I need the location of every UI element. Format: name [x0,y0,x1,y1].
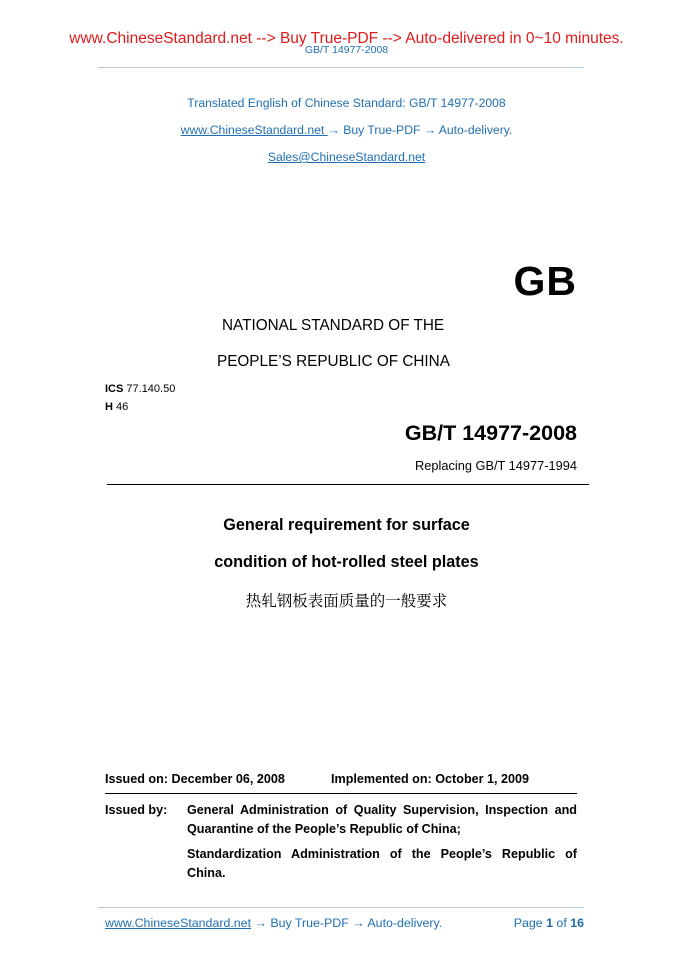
site-link[interactable]: www.ChineseStandard.net [180,123,328,137]
footer-auto-delivery-text: Auto-delivery. [364,916,443,930]
national-line-2: PEOPLE’S REPUBLIC OF CHINA [217,353,450,370]
auto-delivery-text: Auto-delivery. [436,123,513,137]
issued-by-authority-1: General Administration of Quality Supervision, Inspection and Quarantine of the People’s Republic of China; [187,803,577,836]
page-current: 1 [546,916,553,930]
national-line-1: NATIONAL STANDARD OF THE [222,317,445,334]
arrow-right-icon: → [423,123,437,137]
ics-label: ICS [105,383,124,395]
replacing-note: Replacing GB/T 14977-1994 [415,458,577,473]
top-banner[interactable]: www.ChineseStandard.net --> Buy True-PDF --> Auto-delivered in 0~10 minutes. [69,30,624,47]
footer-site-link[interactable]: www.ChineseStandard.net [105,916,252,930]
ics-code [105,383,175,395]
issued-by-authority-2: Standardization Administration of the People’s Republic of China. [187,847,577,880]
title-divider [107,484,589,485]
arrow-right-icon: → [352,916,365,930]
issued-on: Issued on: December 06, 2008 [105,772,285,786]
page-total: 16 [570,916,584,930]
implemented-on: Implemented on: October 1, 2009 [331,772,530,786]
site-line [0,123,693,137]
header-divider [98,67,584,68]
h-value: 46 [112,401,129,413]
page-indicator [514,916,584,930]
standard-number: GB/T 14977-2008 [404,421,577,445]
translated-notice: Translated English of Chinese Standard: GB/T 14977-2008 [187,96,506,110]
gb-mark: GB [513,258,577,304]
email-line [0,150,693,164]
issued-divider [105,793,577,794]
footer-buy-text: Buy True-PDF [266,916,353,930]
title-line-1: General requirement for surface [223,516,470,534]
title-chinese: 热轧钢板表面质量的一般要求 [245,592,448,610]
arrow-right-icon: → [327,123,340,137]
issued-by-label: Issued by: [105,803,168,817]
ics-value: 77.140.50 [123,383,176,395]
h-code [105,401,128,413]
arrow-right-icon: → [254,916,267,930]
footer-divider [98,907,584,908]
header-doc-code: GB/T 14977-2008 [304,44,389,56]
h-label: H [105,401,113,413]
footer-links [105,916,442,930]
title-line-2: condition of hot-rolled steel plates [214,553,479,571]
page-label: Page [513,916,547,930]
buy-text: Buy True-PDF [339,123,424,137]
email-link[interactable]: Sales@ChineseStandard.net [267,150,426,164]
page-of: of [552,916,571,930]
